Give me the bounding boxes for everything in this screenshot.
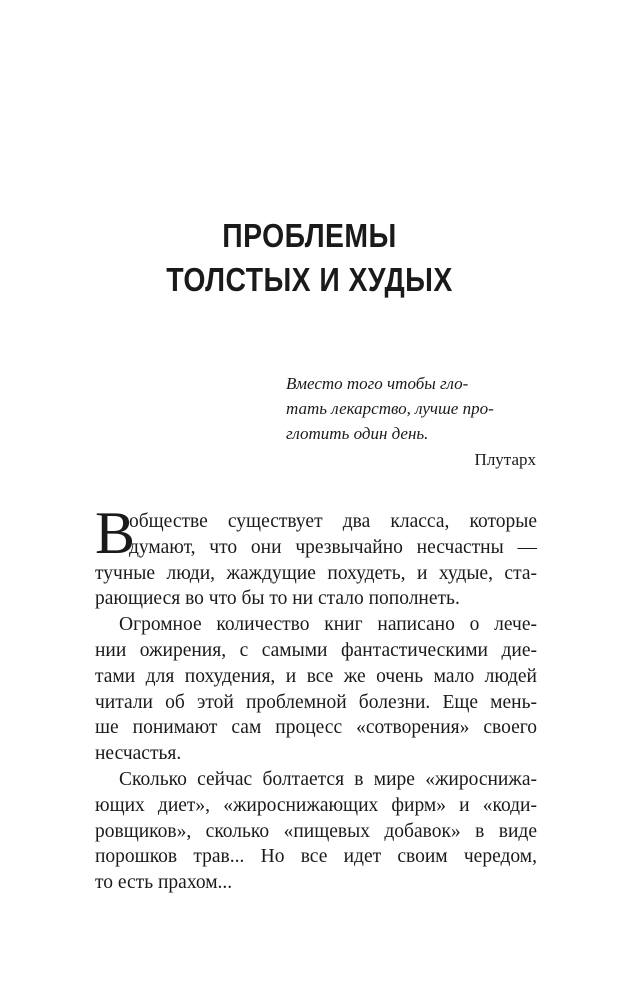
chapter-title-line-2: ТОЛСТЫХ И ХУДЫХ bbox=[166, 261, 453, 298]
paragraph-1-line: рающиеся во что бы то ни стало пополнеть. bbox=[95, 588, 460, 610]
paragraph-3-line: ющих диет», «жироснижающих фирм» и «коди- bbox=[95, 794, 537, 816]
epigraph-line: глотить один день. bbox=[286, 424, 429, 443]
body-text bbox=[95, 509, 537, 896]
epigraph-line: Вместо того чтобы гло- bbox=[286, 374, 469, 393]
epigraph bbox=[286, 371, 536, 472]
epigraph-author: Плутарх bbox=[474, 450, 536, 469]
paragraph-2-line: Огромное количество книг написано о лече- bbox=[119, 614, 537, 636]
chapter-title-line-1: ПРОБЛЕМЫ bbox=[222, 217, 397, 254]
paragraph-2-line: читали об этой проблемной болезни. Еще мень- bbox=[95, 691, 537, 713]
epigraph-line: тать лекарство, лучше про- bbox=[286, 399, 494, 418]
paragraph-1-line: думают, что они чрезвычайно несчастны — bbox=[129, 536, 537, 558]
chapter-title bbox=[43, 214, 575, 302]
paragraph-1-line: тучные люди, жаждущие похудеть, и худые, ста- bbox=[95, 562, 537, 584]
paragraph-2-line: ше понимают сам процесс «сотворения» своего bbox=[95, 717, 537, 739]
epigraph-quote bbox=[286, 371, 536, 446]
paragraph-3-line: Сколько сейчас болтается в мире «жироснижа- bbox=[119, 768, 537, 790]
paragraph-3-line: порошков трав... Но все идет своим чередом, bbox=[95, 846, 537, 868]
paragraph-2-line: тами для похудения, и все же очень мало людей bbox=[95, 665, 537, 687]
paragraph-2-line: несчастья. bbox=[95, 743, 182, 765]
paragraph-3-line: ровщиков», сколько «пищевых добавок» в виде bbox=[95, 820, 537, 842]
paragraph-2-line: нии ожирения, с самыми фантастическими дие- bbox=[95, 639, 537, 661]
paragraph-1-line: обществе существует два класса, которые bbox=[129, 511, 537, 532]
paragraph-3-line: то есть прахом... bbox=[95, 872, 233, 894]
drop-cap: В bbox=[95, 500, 136, 566]
